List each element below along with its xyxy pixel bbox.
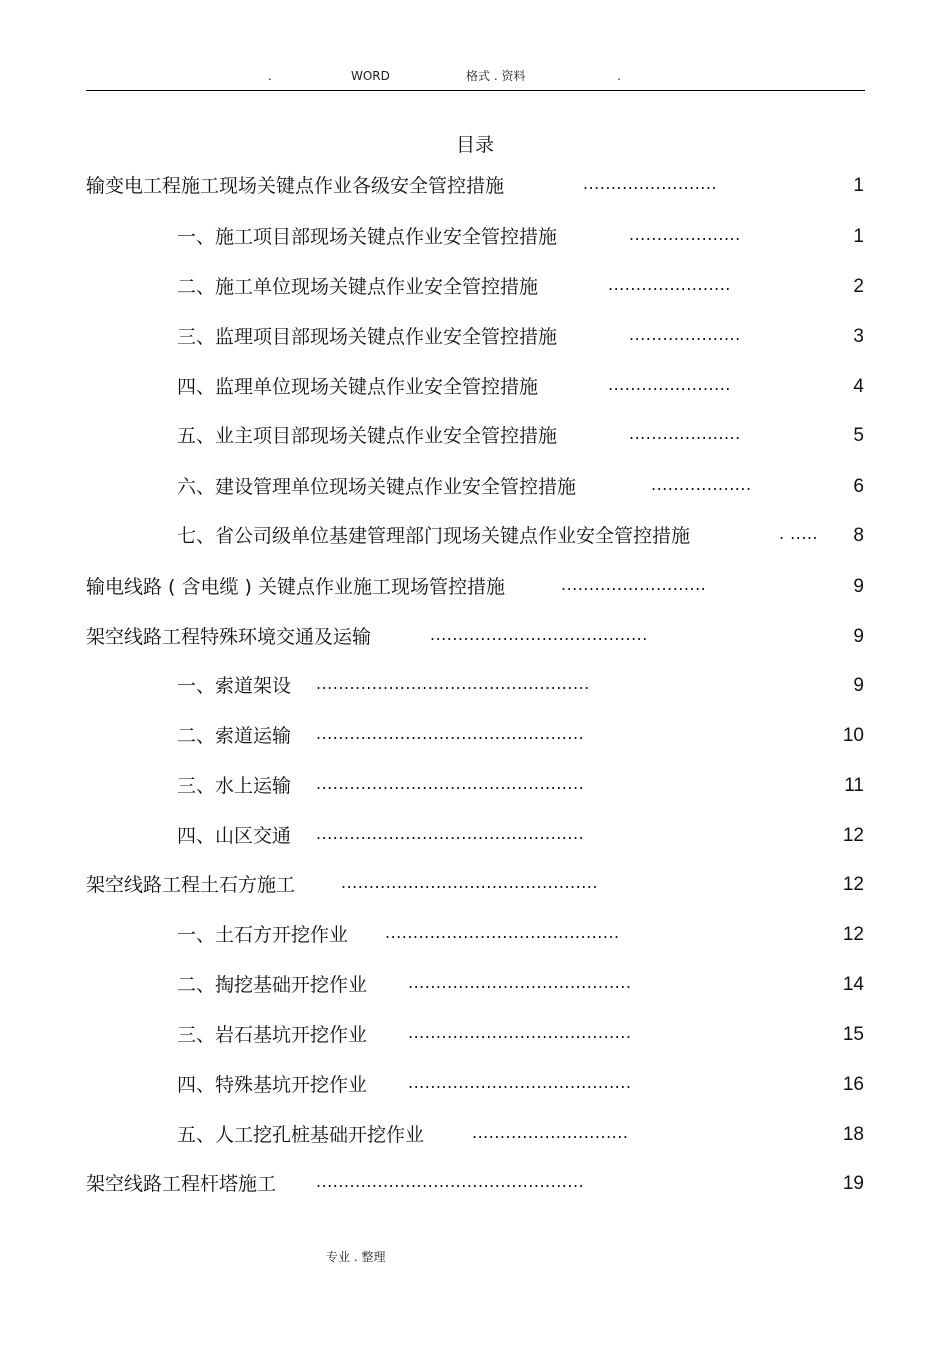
toc-entry-leader: . ..... [779,524,819,543]
toc-entry-page: 9 [853,675,864,696]
toc-entry-page: 11 [844,775,864,796]
toc-entry-title: 一、土石方开挖作业 [177,924,349,946]
toc-entry-page: 12 [842,874,864,895]
toc-entry-page: 1 [853,175,864,196]
toc-entry-page: 9 [853,576,864,597]
toc-entry[interactable] [0,1071,950,1099]
toc-entry[interactable] [0,971,950,999]
toc-entry-page: 1 [853,226,864,247]
toc-entry[interactable] [0,522,950,550]
toc-entry[interactable] [0,172,950,200]
toc-entry-leader: ................................................ [316,824,585,843]
toc-entry[interactable] [0,921,950,949]
toc-entry[interactable] [0,573,950,601]
toc-entry[interactable] [0,871,950,899]
toc-entry-page: 10 [842,725,864,746]
toc-entry-leader: .................... [629,325,741,344]
toc-entry-leader: ........................................ [408,1073,632,1092]
toc-entry[interactable] [0,473,950,501]
toc-entry-page: 6 [853,476,864,497]
toc-entry-title: 三、监理项目部现场关键点作业安全管控措施 [177,326,558,348]
toc-entry-title: 一、施工项目部现场关键点作业安全管控措施 [177,226,558,248]
toc-entry-leader: ................................................ [316,1172,585,1191]
toc-entry[interactable] [0,422,950,450]
toc-entry[interactable] [0,672,950,700]
toc-entry-title: 输电线路 ( 含电缆 ) 关键点作业施工现场管控措施 [86,576,505,598]
toc-entry-page: 15 [842,1024,864,1045]
toc-entry-title: 三、岩石基坑开挖作业 [177,1024,368,1046]
toc-entry-title: 七、省公司级单位基建管理部门现场关键点作业安全管控措施 [177,525,691,547]
toc-entry-page: 4 [853,376,864,397]
toc-entry-leader: ........................................ [408,1023,632,1042]
toc-entry-page: 14 [842,974,864,995]
toc-entry-leader: .......................................... [385,923,620,942]
header-word-label: WORD [351,69,390,83]
toc-entry[interactable] [0,223,950,251]
toc-entry[interactable] [0,822,950,850]
toc-entry-leader: ................................................ [316,774,585,793]
toc-entry-title: 五、人工挖孔桩基础开挖作业 [177,1124,425,1146]
toc-entry-page: 2 [853,276,864,297]
toc-entry[interactable] [0,772,950,800]
toc-entry-page: 12 [842,924,864,945]
toc-entry-page: 12 [842,825,864,846]
header-format-label: 格式 . 资料 [466,69,526,83]
toc-entry[interactable] [0,273,950,301]
toc-entry[interactable] [0,1121,950,1149]
toc-entry[interactable] [0,1170,950,1198]
toc-entry-title: 四、山区交通 [177,825,292,847]
toc-entry-leader: ...................... [608,275,731,294]
toc-entry-title: 五、业主项目部现场关键点作业安全管控措施 [177,425,558,447]
toc-entry[interactable] [0,623,950,651]
toc-entry-title: 四、监理单位现场关键点作业安全管控措施 [177,376,539,398]
toc-entry-title: 二、施工单位现场关键点作业安全管控措施 [177,276,539,298]
toc-entry-leader: ........................ [583,174,718,193]
toc-entry-page: 9 [853,626,864,647]
toc-entry-title: 架空线路工程特殊环境交通及运输 [86,626,372,648]
toc-entry-leader: .................. [651,475,752,494]
toc-entry-title: 架空线路工程杆塔施工 [86,1173,277,1195]
toc-entry-leader: .......................... [561,575,707,594]
toc-entry-leader: .............................................. [341,873,598,892]
toc-entry-page: 5 [853,425,864,446]
toc-entry-title: 三、水上运输 [177,775,292,797]
toc-entry-leader: ....................................... [430,625,648,644]
toc-entry-leader: .................... [629,424,741,443]
toc-entry-title: 六、建设管理单位现场关键点作业安全管控措施 [177,476,577,498]
toc-entry[interactable] [0,323,950,351]
toc-entry-title: 一、索道架设 [177,675,292,697]
toc-entry-leader: ................................................ [316,724,585,743]
header-dot-right: . [617,69,621,83]
toc-entry-page: 19 [842,1173,864,1194]
toc-entry-title: 输变电工程施工现场关键点作业各级安全管控措施 [86,175,505,197]
toc-entry[interactable] [0,1021,950,1049]
toc-entry-page: 3 [853,326,864,347]
toc-entry-leader: .................... [629,225,741,244]
page-footer: 专业 . 整理 [326,1250,386,1264]
toc-entry-leader: ........................................ [408,973,632,992]
toc-entry[interactable] [0,373,950,401]
toc-entry-leader: ...................... [608,375,731,394]
toc-entry-leader: ............................ [472,1123,629,1142]
header-dot-left: . [268,69,272,83]
toc-entry[interactable] [0,722,950,750]
toc-title: 目录 [455,134,494,156]
toc-entry-title: 二、掏挖基础开挖作业 [177,974,368,996]
toc-entry-page: 8 [853,525,864,546]
toc-entry-page: 16 [842,1074,864,1095]
toc-entry-title: 四、特殊基坑开挖作业 [177,1074,368,1096]
toc-entry-page: 18 [842,1124,864,1145]
toc-entry-title: 二、索道运输 [177,725,292,747]
toc-entry-title: 架空线路工程土石方施工 [86,874,296,896]
toc-entry-leader: ................................................. [316,674,590,693]
